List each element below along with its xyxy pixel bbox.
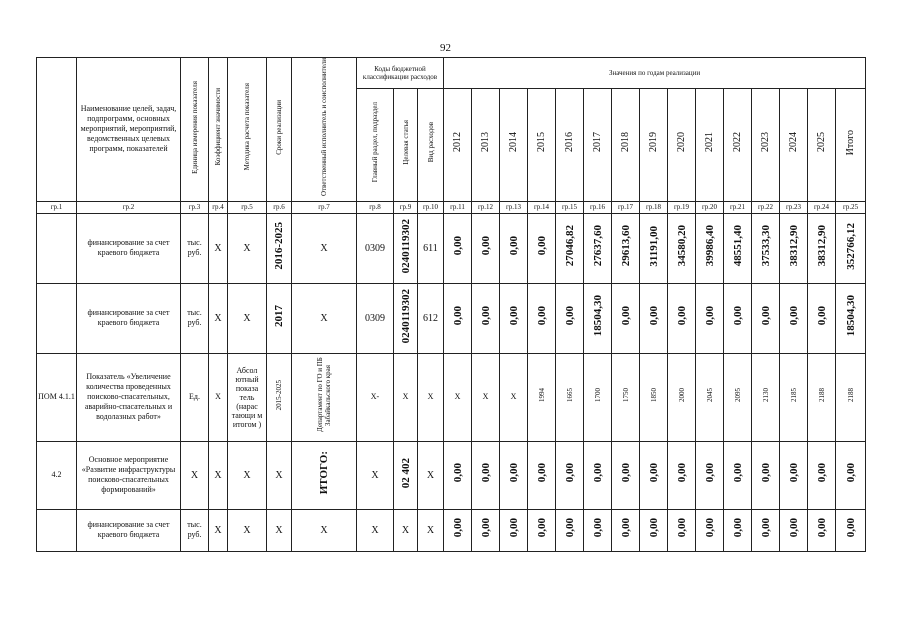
value-cell: 0,00 — [528, 509, 556, 551]
value-cell: 34580,20 — [668, 213, 696, 283]
row-target: 0240119302 — [394, 283, 418, 353]
row-number — [37, 509, 77, 551]
header-year: 2024 — [780, 88, 808, 201]
value-cell: 0,00 — [640, 441, 668, 509]
value-cell: 0,00 — [780, 283, 808, 353]
header-year: 2016 — [556, 88, 584, 201]
value-cell: 0,00 — [444, 283, 472, 353]
group-number: гр.21 — [724, 201, 752, 213]
header-method: Методика расчета показателя — [228, 58, 267, 202]
value-cell: 29613,60 — [612, 213, 640, 283]
table-row — [37, 283, 866, 353]
value-cell: 0,00 — [528, 441, 556, 509]
header-year: 2025 — [808, 88, 836, 201]
value-cell: 38312,90 — [780, 213, 808, 283]
row-executor: Х — [292, 213, 357, 283]
value-cell: 1665 — [556, 353, 584, 441]
group-number: гр.9 — [394, 201, 418, 213]
row-method: Х — [228, 509, 267, 551]
value-cell: 0,00 — [752, 283, 780, 353]
value-cell: 0,00 — [612, 283, 640, 353]
header-num — [37, 58, 77, 202]
group-number: гр.20 — [696, 201, 724, 213]
value-cell: 0,00 — [556, 441, 584, 509]
value-cell: 0,00 — [612, 441, 640, 509]
group-number: гр.7 — [292, 201, 357, 213]
total-cell: 2188 — [836, 353, 866, 441]
value-cell: 0,00 — [556, 509, 584, 551]
value-cell: 0,00 — [528, 213, 556, 283]
row-executor: ИТОГО: — [292, 441, 357, 509]
row-number — [37, 213, 77, 283]
total-cell: 0,00 — [836, 441, 866, 509]
row-section: Х- — [357, 353, 394, 441]
row-period: Х — [267, 441, 292, 509]
group-number: гр.16 — [584, 201, 612, 213]
value-cell: 0,00 — [724, 441, 752, 509]
value-cell: 0,00 — [640, 509, 668, 551]
row-section: Х — [357, 509, 394, 551]
value-cell: 2130 — [752, 353, 780, 441]
row-target: Х — [394, 509, 418, 551]
value-cell: 0,00 — [696, 283, 724, 353]
table-row — [37, 509, 866, 551]
header-year: 2021 — [696, 88, 724, 201]
value-cell: 0,00 — [444, 509, 472, 551]
row-unit: тыс. руб. — [181, 283, 209, 353]
program-indicators-table — [36, 57, 866, 552]
row-expense: Х — [418, 441, 444, 509]
row-executor: Департамент по ГО и ПБ Забайкальского края — [292, 353, 357, 441]
group-number: гр.22 — [752, 201, 780, 213]
row-number: 4.2 — [37, 441, 77, 509]
header-year: 2013 — [472, 88, 500, 201]
header-year: 2020 — [668, 88, 696, 201]
group-number-row — [37, 201, 866, 213]
value-cell: 0,00 — [472, 213, 500, 283]
row-name: Основное мероприятие «Развитие инфраструктуры поисково-спасательных формирований» — [77, 441, 181, 509]
row-coef: Х — [209, 283, 228, 353]
row-period: 2015-2025 — [267, 353, 292, 441]
row-coef: Х — [209, 509, 228, 551]
value-cell: 0,00 — [808, 283, 836, 353]
group-number: гр.5 — [228, 201, 267, 213]
value-cell: 0,00 — [584, 441, 612, 509]
header-year: 2015 — [528, 88, 556, 201]
header-name: Наименование целей, задач, подпрограмм, основных мероприятий, мероприятий, ведомственных целевых программ, показателей — [77, 58, 181, 202]
value-cell: 2095 — [724, 353, 752, 441]
group-number: гр.24 — [808, 201, 836, 213]
group-number: гр.11 — [444, 201, 472, 213]
value-cell: Х — [472, 353, 500, 441]
header-year: 2017 — [584, 88, 612, 201]
row-section: 0309 — [357, 213, 394, 283]
group-number: гр.10 — [418, 201, 444, 213]
total-cell: 0,00 — [836, 509, 866, 551]
header-year: 2023 — [752, 88, 780, 201]
value-cell: 1850 — [640, 353, 668, 441]
row-section: 0309 — [357, 283, 394, 353]
row-period: Х — [267, 509, 292, 551]
row-number: ПОМ 4.1.1 — [37, 353, 77, 441]
table-row — [37, 353, 866, 441]
value-cell: 0,00 — [472, 283, 500, 353]
row-name: финансирование за счет краевого бюджета — [77, 509, 181, 551]
row-period: 2016-2025 — [267, 213, 292, 283]
group-number: гр.15 — [556, 201, 584, 213]
header-total: Итого — [836, 88, 866, 201]
row-method: Х — [228, 213, 267, 283]
group-number: гр.1 — [37, 201, 77, 213]
value-cell: 0,00 — [612, 509, 640, 551]
row-target: 02 402 — [394, 441, 418, 509]
value-cell: 0,00 — [808, 509, 836, 551]
value-cell: 2185 — [780, 353, 808, 441]
header-year: 2022 — [724, 88, 752, 201]
value-cell: 0,00 — [528, 283, 556, 353]
group-number: гр.14 — [528, 201, 556, 213]
header-row-top — [37, 58, 866, 89]
group-number: гр.13 — [500, 201, 528, 213]
group-number: гр.25 — [836, 201, 866, 213]
row-executor: Х — [292, 509, 357, 551]
header-expense: Вид расходов — [418, 88, 444, 201]
table-row — [37, 441, 866, 509]
row-expense: 612 — [418, 283, 444, 353]
value-cell: 0,00 — [724, 509, 752, 551]
header-unit: Единица измерения показателя — [181, 58, 209, 202]
value-cell: 27637,60 — [584, 213, 612, 283]
value-cell: 0,00 — [500, 213, 528, 283]
value-cell: 0,00 — [752, 441, 780, 509]
value-cell: 39986,40 — [696, 213, 724, 283]
header-coef: Коэффициент значимости — [209, 58, 228, 202]
value-cell: 48551,40 — [724, 213, 752, 283]
value-cell: 0,00 — [472, 509, 500, 551]
value-cell: 1750 — [612, 353, 640, 441]
value-cell: 1994 — [528, 353, 556, 441]
value-cell: 2188 — [808, 353, 836, 441]
header-year: 2012 — [444, 88, 472, 201]
row-name: финансирование за счет краевого бюджета — [77, 283, 181, 353]
value-cell: 31191,00 — [640, 213, 668, 283]
row-coef: Х — [209, 441, 228, 509]
value-cell: Х — [444, 353, 472, 441]
value-cell: 0,00 — [696, 509, 724, 551]
row-unit: тыс. руб. — [181, 509, 209, 551]
row-section: Х — [357, 441, 394, 509]
value-cell: 0,00 — [780, 509, 808, 551]
row-name: Показатель «Увеличение количества проведенных поисково-спасательных, аварийно-спасательных и водолазных работ» — [77, 353, 181, 441]
value-cell: 0,00 — [808, 441, 836, 509]
table-row — [37, 213, 866, 283]
header-executor: Ответственный исполнитель и соисполнители — [292, 58, 357, 202]
row-number — [37, 283, 77, 353]
value-cell: 18504,30 — [584, 283, 612, 353]
header-values: Значения по годам реализации — [444, 58, 866, 89]
value-cell: 37533,30 — [752, 213, 780, 283]
row-unit: тыс. руб. — [181, 213, 209, 283]
row-method: Абсол ютный показа тель (нарас тающи м итогом ) — [228, 353, 267, 441]
value-cell: 0,00 — [500, 283, 528, 353]
row-unit: Ед. — [181, 353, 209, 441]
value-cell: 0,00 — [584, 509, 612, 551]
header-section: Главный раздел, подраздел — [357, 88, 394, 201]
row-expense: 611 — [418, 213, 444, 283]
group-number: гр.23 — [780, 201, 808, 213]
group-number: гр.8 — [357, 201, 394, 213]
row-coef: Х — [209, 213, 228, 283]
header-target: Целевая статья — [394, 88, 418, 201]
page-number: 92 — [440, 42, 451, 54]
value-cell: 0,00 — [556, 283, 584, 353]
value-cell: 0,00 — [444, 213, 472, 283]
value-cell: 0,00 — [724, 283, 752, 353]
group-number: гр.3 — [181, 201, 209, 213]
header-year: 2018 — [612, 88, 640, 201]
header-budget-codes: Коды бюджетной классификации расходов — [357, 58, 444, 89]
value-cell: Х — [500, 353, 528, 441]
value-cell: 1700 — [584, 353, 612, 441]
row-method: Х — [228, 441, 267, 509]
value-cell: 0,00 — [752, 509, 780, 551]
value-cell: 0,00 — [780, 441, 808, 509]
row-expense: Х — [418, 509, 444, 551]
row-coef: Х — [209, 353, 228, 441]
value-cell: 0,00 — [472, 441, 500, 509]
row-target: 0240119302 — [394, 213, 418, 283]
group-number: гр.19 — [668, 201, 696, 213]
value-cell: 2000 — [668, 353, 696, 441]
group-number: гр.12 — [472, 201, 500, 213]
row-executor: Х — [292, 283, 357, 353]
value-cell: 0,00 — [668, 283, 696, 353]
group-number: гр.6 — [267, 201, 292, 213]
total-cell: 352766,12 — [836, 213, 866, 283]
row-method: Х — [228, 283, 267, 353]
group-number: гр.2 — [77, 201, 181, 213]
header-year: 2019 — [640, 88, 668, 201]
value-cell: 0,00 — [668, 441, 696, 509]
value-cell: 0,00 — [640, 283, 668, 353]
value-cell: 2045 — [696, 353, 724, 441]
row-name: финансирование за счет краевого бюджета — [77, 213, 181, 283]
value-cell: 38312,90 — [808, 213, 836, 283]
value-cell: 0,00 — [444, 441, 472, 509]
group-number: гр.17 — [612, 201, 640, 213]
value-cell: 27046,82 — [556, 213, 584, 283]
group-number: гр.4 — [209, 201, 228, 213]
row-unit: Х — [181, 441, 209, 509]
total-cell: 18504,30 — [836, 283, 866, 353]
value-cell: 0,00 — [500, 509, 528, 551]
row-expense: Х — [418, 353, 444, 441]
row-period: 2017 — [267, 283, 292, 353]
row-target: Х — [394, 353, 418, 441]
value-cell: 0,00 — [500, 441, 528, 509]
value-cell: 0,00 — [696, 441, 724, 509]
header-year: 2014 — [500, 88, 528, 201]
header-period: Сроки реализации — [267, 58, 292, 202]
value-cell: 0,00 — [668, 509, 696, 551]
group-number: гр.18 — [640, 201, 668, 213]
